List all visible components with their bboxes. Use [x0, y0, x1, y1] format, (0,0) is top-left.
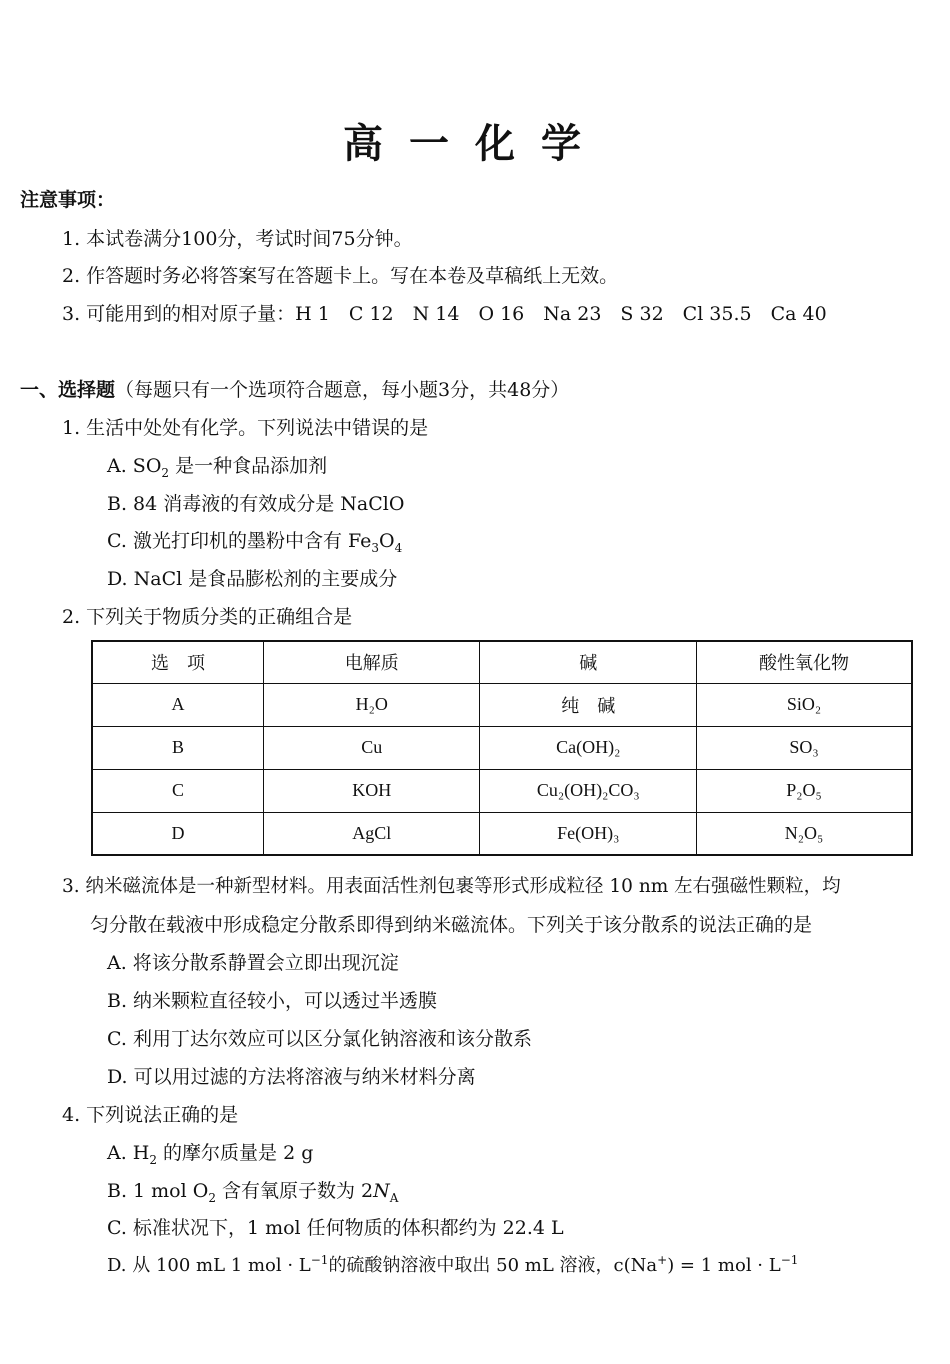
q3-stem-line-2: 匀分散在载液中形成稳定分散系即得到纳米磁流体。下列关于该分散系的说法正确的是	[90, 914, 813, 936]
q1-option-b: B. 84 消毒液的有效成分是 NaClO	[107, 493, 405, 515]
q4-d-text: D. 从 100 mL 1 mol · L	[107, 1255, 311, 1276]
q1-option-c	[107, 526, 402, 555]
q4-option-d	[107, 1251, 798, 1277]
q4-d-mid: 的硫酸钠溶液中取出 50 mL 溶液，c(Na	[328, 1255, 658, 1276]
q2-table	[91, 640, 913, 856]
q3-option-c: C. 利用丁达尔效应可以区分氯化钠溶液和该分散系	[107, 1028, 532, 1050]
q3-option-a: A. 将该分散系静置会立即出现沉淀	[107, 952, 399, 974]
table-cell: AgCl	[264, 812, 480, 855]
q1-stem: 1. 生活中处处有化学。下列说法中错误的是	[62, 417, 429, 439]
table-header-cell: 电解质	[264, 641, 480, 683]
section-1-note: （每题只有一个选项符合题意，每小题3分，共48分）	[115, 379, 570, 401]
table-row	[92, 812, 912, 855]
q4-d-sup1: −1	[310, 1253, 329, 1267]
table-cell: C	[92, 769, 264, 812]
table-header-cell: 选 项	[92, 641, 264, 683]
q4-b-text: B. 1 mol O	[107, 1180, 209, 1202]
q1-option-d: D. NaCl 是食品膨松剂的主要成分	[107, 568, 398, 590]
q4-a-text: A. H	[107, 1142, 150, 1164]
q4-d-post: ) = 1 mol · L	[667, 1255, 781, 1276]
q4-stem: 4. 下列说法正确的是	[62, 1104, 239, 1126]
q1-c-sub1: 3	[371, 540, 380, 555]
q4-option-a	[107, 1138, 313, 1167]
q1-option-a	[107, 451, 327, 480]
notice-item-3: 3. 可能用到的相对原子量：H 1 C 12 N 14 O 16 Na 23 S 32 Cl 35.5 Ca 40	[62, 303, 827, 325]
table-cell: 纯 碱	[480, 683, 697, 726]
q1-a-sub: 2	[161, 465, 170, 480]
table-header-cell: 酸性氧化物	[697, 641, 912, 683]
q4-a-sub: 2	[149, 1152, 158, 1167]
table-cell: B	[92, 726, 264, 769]
q4-d-sup3: −1	[780, 1253, 799, 1267]
table-header-row	[92, 641, 912, 683]
page-title: 高一化学	[343, 121, 607, 167]
notice-item-2: 2. 作答题时务必将答案写在答题卡上。写在本卷及草稿纸上无效。	[62, 265, 619, 287]
q1-a-post: 是一种食品添加剂	[169, 455, 328, 477]
table-cell: SiO₂	[697, 683, 912, 726]
q4-b-sub: 2	[208, 1190, 216, 1205]
table-cell: N₂O₅	[697, 812, 912, 855]
table-cell: Cu	[264, 726, 480, 769]
q4-a-post: 的摩尔质量是 2 g	[157, 1142, 314, 1164]
notice-item-1: 1. 本试卷满分100分，考试时间75分钟。	[62, 228, 413, 250]
q4-option-c: C. 标准状况下，1 mol 任何物质的体积都约为 22.4 L	[107, 1217, 564, 1239]
table-cell: H₂O	[264, 683, 480, 726]
q4-b-na-sub: A	[389, 1190, 399, 1205]
q1-c-text: C. 激光打印机的墨粉中含有 Fe	[107, 530, 372, 552]
table-cell: Ca(OH)₂	[480, 726, 697, 769]
table-cell: SO₃	[697, 726, 912, 769]
q3-option-d: D. 可以用过滤的方法将溶液与纳米材料分离	[107, 1066, 476, 1088]
q1-c-mid: O	[379, 530, 395, 552]
table-cell: Cu₂(OH)₂CO₃	[480, 769, 697, 812]
table-row	[92, 769, 912, 812]
section-1-header	[20, 375, 569, 402]
table-cell: Fe(OH)₃	[480, 812, 697, 855]
table-cell: A	[92, 683, 264, 726]
q1-c-sub2: 4	[394, 540, 403, 555]
table-header-cell: 碱	[480, 641, 697, 683]
section-1-heading: 一、选择题	[20, 379, 116, 401]
table-cell: P₂O₅	[697, 769, 912, 812]
q3-stem-line-1: 3. 纳米磁流体是一种新型材料。用表面活性剂包裹等形式形成粒径 10 nm 左右强磁性颗粒，均	[62, 876, 841, 897]
table-cell: D	[92, 812, 264, 855]
q4-b-na: N	[373, 1180, 390, 1202]
q4-d-sup2: +	[657, 1253, 668, 1267]
q2-stem: 2. 下列关于物质分类的正确组合是	[62, 606, 353, 628]
table-row	[92, 683, 912, 726]
table-row	[92, 726, 912, 769]
q4-b-mid: 含有氧原子数为 2	[215, 1180, 374, 1202]
table-cell: KOH	[264, 769, 480, 812]
q1-a-text: A. SO	[107, 455, 162, 477]
q3-option-b: B. 纳米颗粒直径较小，可以透过半透膜	[107, 990, 438, 1012]
q4-option-b	[107, 1176, 398, 1205]
notice-heading: 注意事项：	[20, 189, 116, 211]
